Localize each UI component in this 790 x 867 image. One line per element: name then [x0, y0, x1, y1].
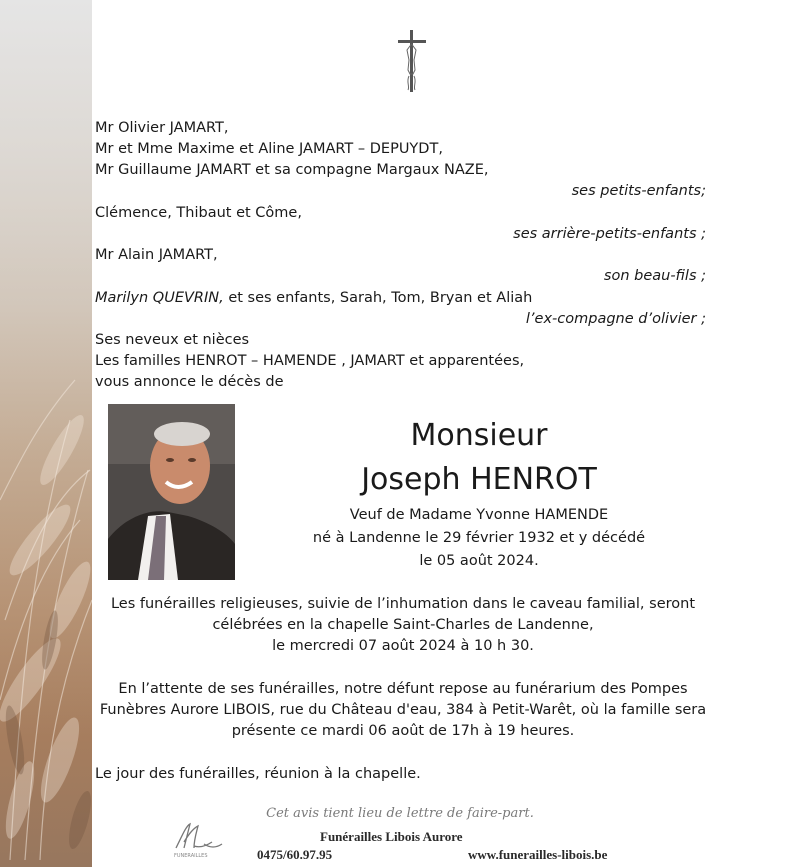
role-ex-partner: l’ex-compagne d’olivier ; [525, 311, 706, 327]
funeral-line-2: célébrées en la chapelle Saint-Charles de Landenne, [212, 617, 594, 633]
death-line: le 05 août 2024. [419, 553, 539, 569]
funeral-line-3: le mercredi 07 août 2024 à 10 h 30. [272, 638, 534, 654]
family-line-maxime-aline: Mr et Mme Maxime et Aline JAMART – DEPUYDT, [95, 141, 443, 157]
role-grandchildren: ses petits-enfants; [571, 183, 706, 199]
family-line-families: Les familles HENROT – HAMENDE , JAMART et apparentées, [95, 353, 525, 369]
footer-note: Cet avis tient lieu de lettre de faire-part. [266, 806, 534, 821]
role-son-in-law: son beau-fils ; [603, 268, 706, 284]
announcement-line: vous annonce le décès de [95, 374, 284, 390]
decorative-side-panel [0, 0, 92, 867]
libois-logo-icon [172, 822, 224, 860]
marilyn-children: et ses enfants, Sarah, Tom, Bryan et Aliah [223, 290, 533, 306]
family-line-marilyn [95, 289, 532, 307]
family-line-olivier: Mr Olivier JAMART, [95, 120, 229, 136]
deceased-name: Joseph HENROT [361, 462, 597, 497]
company-phone[interactable]: 0475/60.97.95 [257, 847, 333, 862]
logo-text: FUNERAILLES [174, 853, 208, 859]
family-line-nephews: Ses neveux et nièces [95, 332, 250, 348]
company-website-link[interactable]: www.funerailles-libois.be [468, 847, 608, 862]
crucifix-icon [396, 30, 428, 92]
funerarium-line-2: Funèbres Aurore LIBOIS, rue du Château d'eau, 384 à Petit-Warêt, où la famille sera [99, 702, 707, 718]
funeral-paragraph [92, 594, 714, 657]
family-line-great-grandchildren: Clémence, Thibaut et Côme, [95, 205, 302, 221]
funerarium-paragraph [92, 679, 714, 742]
role-great-grandchildren: ses arrière-petits-enfants ; [513, 226, 706, 242]
funeral-line-1: Les funérailles religieuses, suivie de l’inhumation dans le caveau familial, seront [110, 596, 696, 612]
marilyn-name: Marilyn QUEVRIN, [95, 290, 224, 306]
pampas-grass-image [0, 0, 92, 867]
birth-line: né à Landenne le 29 février 1932 et y décédé [312, 530, 646, 546]
funerarium-line-3: présente ce mardi 06 août de 17h à 19 heures. [231, 723, 575, 739]
family-line-guillaume: Mr Guillaume JAMART et sa compagne Margaux NAZE, [95, 162, 489, 178]
company-name: Funérailles Libois Aurore [320, 829, 463, 844]
widow-line: Veuf de Madame Yvonne HAMENDE [349, 507, 609, 523]
meeting-line: Le jour des funérailles, réunion à la chapelle. [95, 766, 421, 782]
deceased-title: Monsieur [410, 418, 548, 453]
funerarium-line-1: En l’attente de ses funérailles, notre défunt repose au funérarium des Pompes [118, 681, 688, 697]
family-line-alain: Mr Alain JAMART, [95, 247, 218, 263]
deceased-portrait [108, 404, 235, 580]
